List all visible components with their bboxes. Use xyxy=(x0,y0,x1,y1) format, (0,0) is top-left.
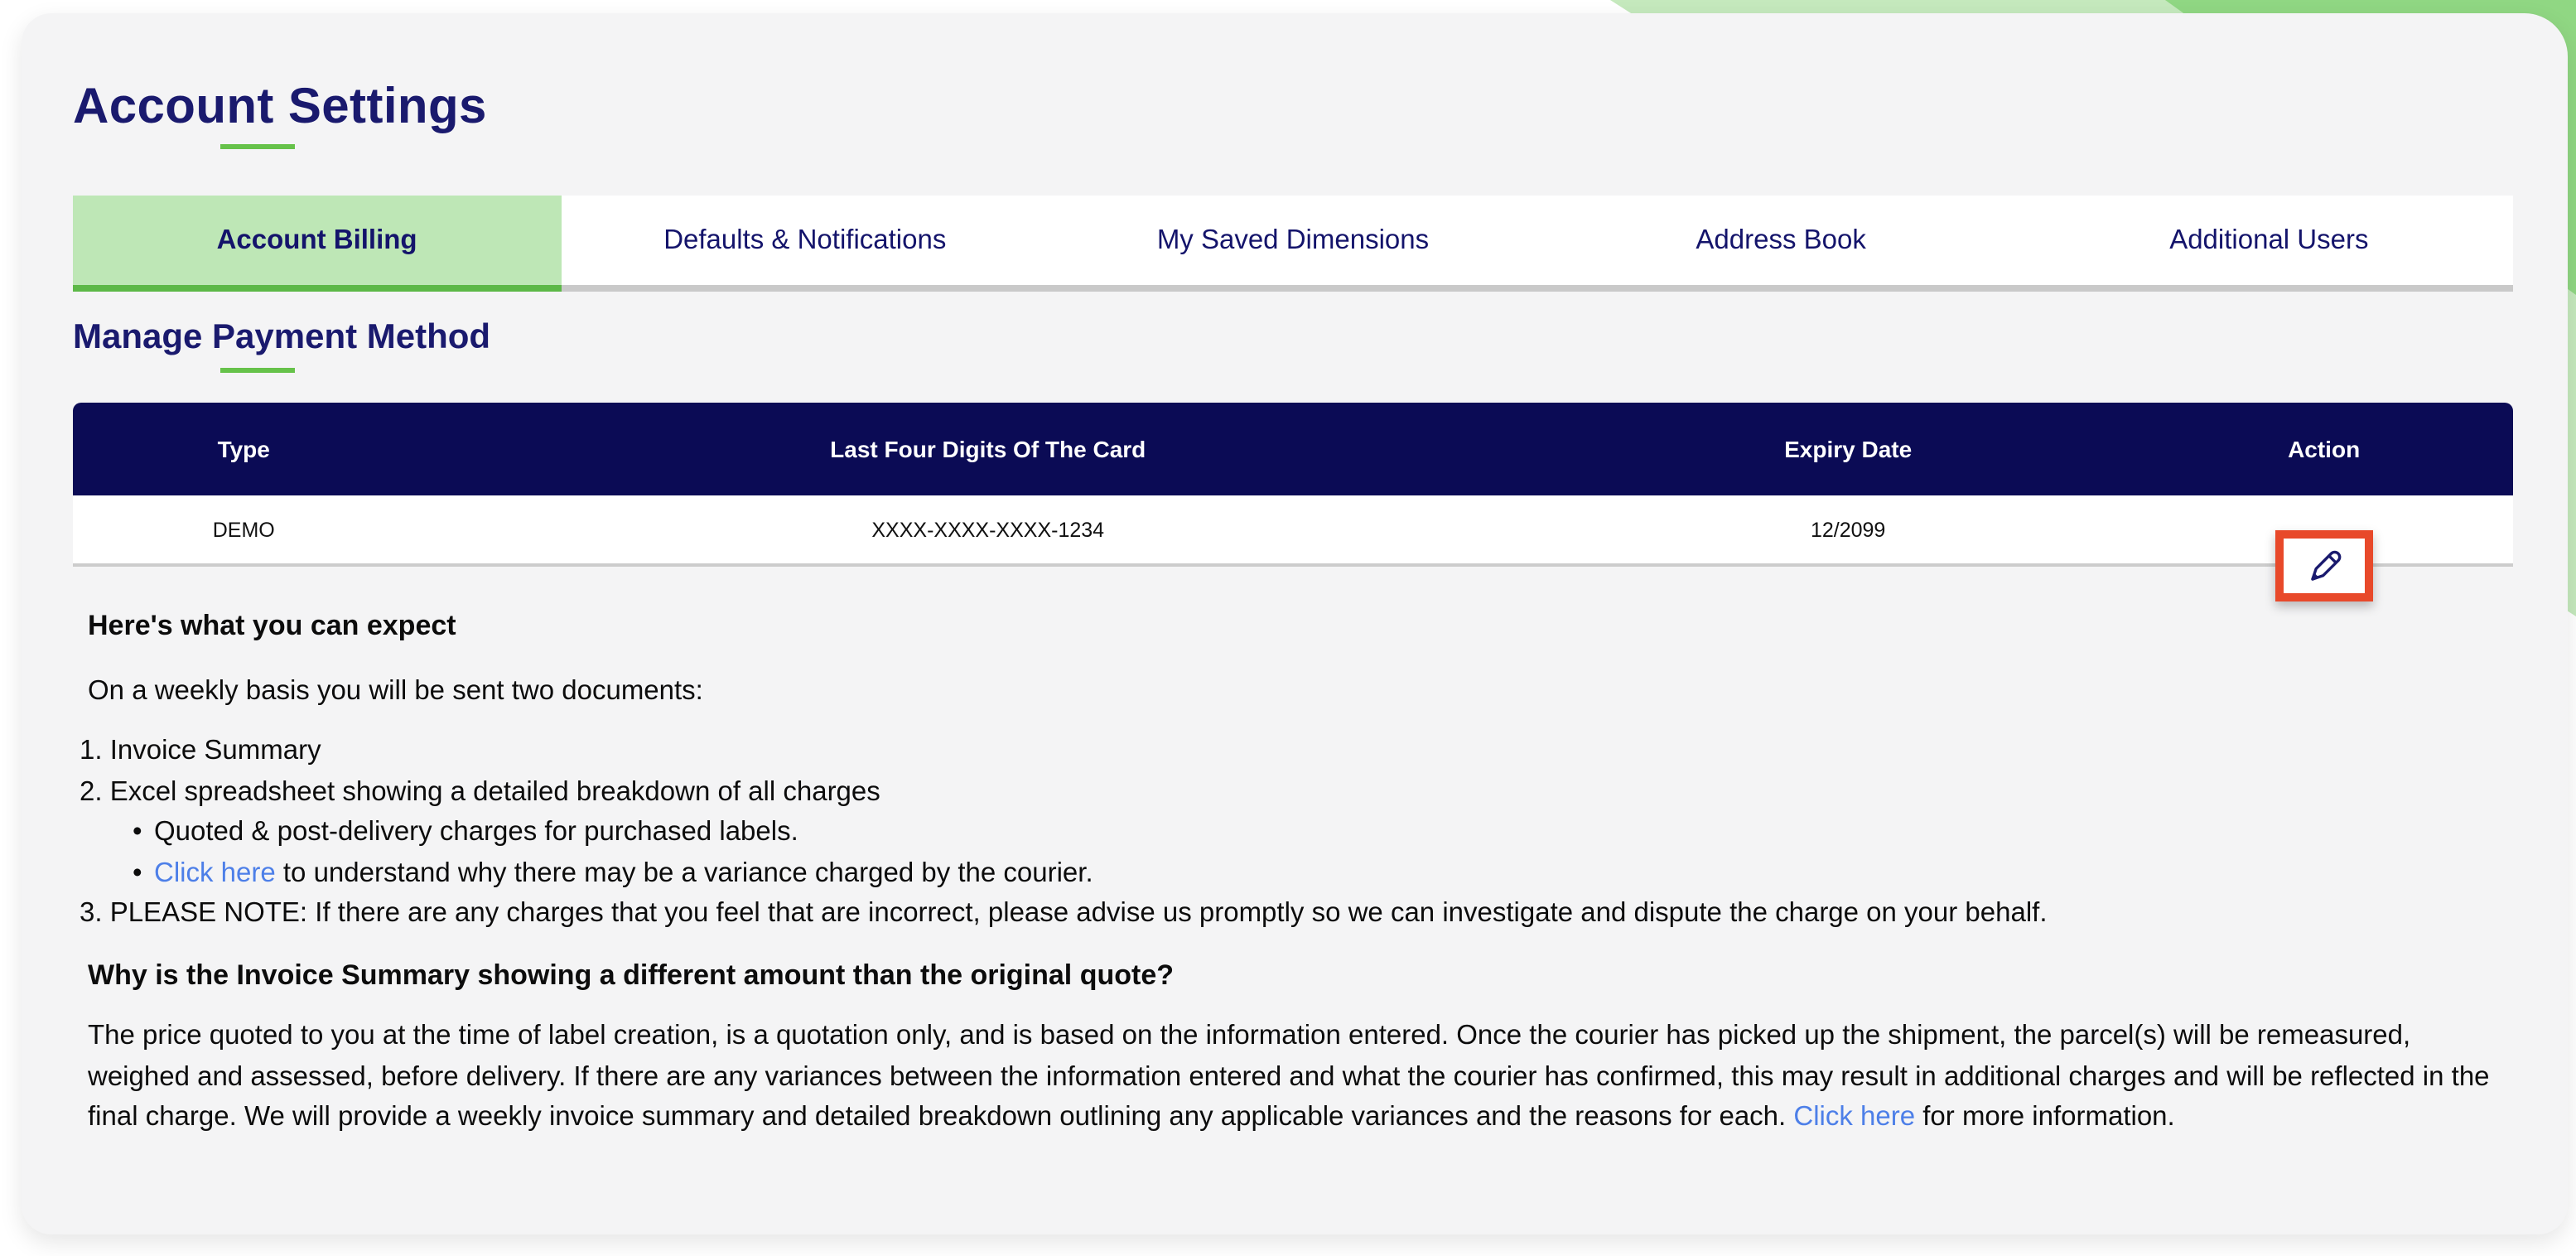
bullet-item-2 xyxy=(73,853,2508,893)
pencil-edit-icon xyxy=(2304,543,2344,587)
bullet-dot: • xyxy=(133,817,142,847)
bullet-2-rest: to understand why there may be a variance charged by the courier. xyxy=(275,857,1093,887)
tab-defaults-notifications[interactable]: Defaults & Notifications xyxy=(561,196,1049,292)
bullet-1-text: Quoted & post-delivery charges for purchased labels. xyxy=(154,817,798,847)
page-title: Account Settings xyxy=(73,80,487,134)
header-action: Action xyxy=(2288,436,2361,462)
header-last-four-digits: Last Four Digits Of The Card xyxy=(830,436,1146,462)
header-type: Type xyxy=(217,436,270,462)
header-expiry-date: Expiry Date xyxy=(1784,436,1913,462)
tab-address-book[interactable]: Address Book xyxy=(1537,196,2025,292)
title-underline xyxy=(220,144,295,149)
billing-info-text xyxy=(73,606,2508,1138)
tab-my-saved-dimensions[interactable]: My Saved Dimensions xyxy=(1049,196,1536,292)
edit-highlight-box xyxy=(2275,529,2373,601)
variance-click-here-link[interactable]: Click here xyxy=(154,857,276,887)
list-item-3: 3. PLEASE NOTE: If there are any charges that you feel that are incorrect, please advise us promptly so we can investigate and dispute the charge on your behalf. xyxy=(80,898,2048,928)
manage-payment-method-heading: Manage Payment Method xyxy=(73,318,491,356)
section-underline xyxy=(220,368,295,373)
cell-last-four: XXXX-XXXX-XXXX-1234 xyxy=(871,518,1105,541)
table-row xyxy=(73,495,2513,567)
account-settings-tabbar xyxy=(73,196,2513,292)
payment-method-table xyxy=(73,403,2513,567)
bullet-2-text xyxy=(154,853,1093,893)
bullet-item-1 xyxy=(73,812,2508,853)
intro-line: On a weekly basis you will be sent two documents: xyxy=(88,675,703,705)
cell-type: DEMO xyxy=(212,518,275,541)
edit-payment-button[interactable] xyxy=(2303,543,2346,587)
expect-heading: Here's what you can expect xyxy=(88,610,456,641)
paragraph-tail: for more information. xyxy=(1915,1102,2175,1132)
paragraph-text: The price quoted to you at the time of label creation, is a quotation only, and is based on the information entered. Once the courier has picked up the shipment, the parcel(s) will be remeasured, weighed and assessed, before delivery. If there are any variances between the information entered and what the courier has confirmed, this may result in additional charges and will be reflected in the final charge. We will provide a weekly invoice summary and detailed breakdown outlining any applicable variances and the reasons for each. xyxy=(88,1021,2490,1132)
account-settings-card xyxy=(22,13,2568,1234)
tab-account-billing[interactable]: Account Billing xyxy=(73,196,561,292)
bullet-dot: • xyxy=(133,857,142,887)
table-header-row xyxy=(73,403,2513,495)
cell-expiry: 12/2099 xyxy=(1810,518,1886,541)
list-item-1: 1. Invoice Summary xyxy=(80,736,321,766)
tab-additional-users[interactable]: Additional Users xyxy=(2025,196,2513,292)
why-heading: Why is the Invoice Summary showing a different amount than the original quote? xyxy=(88,959,1175,990)
list-item-2: 2. Excel spreadsheet showing a detailed breakdown of all charges xyxy=(80,776,880,806)
more-info-click-here-link[interactable]: Click here xyxy=(1793,1102,1916,1132)
quote-explanation-paragraph xyxy=(73,1016,2508,1138)
